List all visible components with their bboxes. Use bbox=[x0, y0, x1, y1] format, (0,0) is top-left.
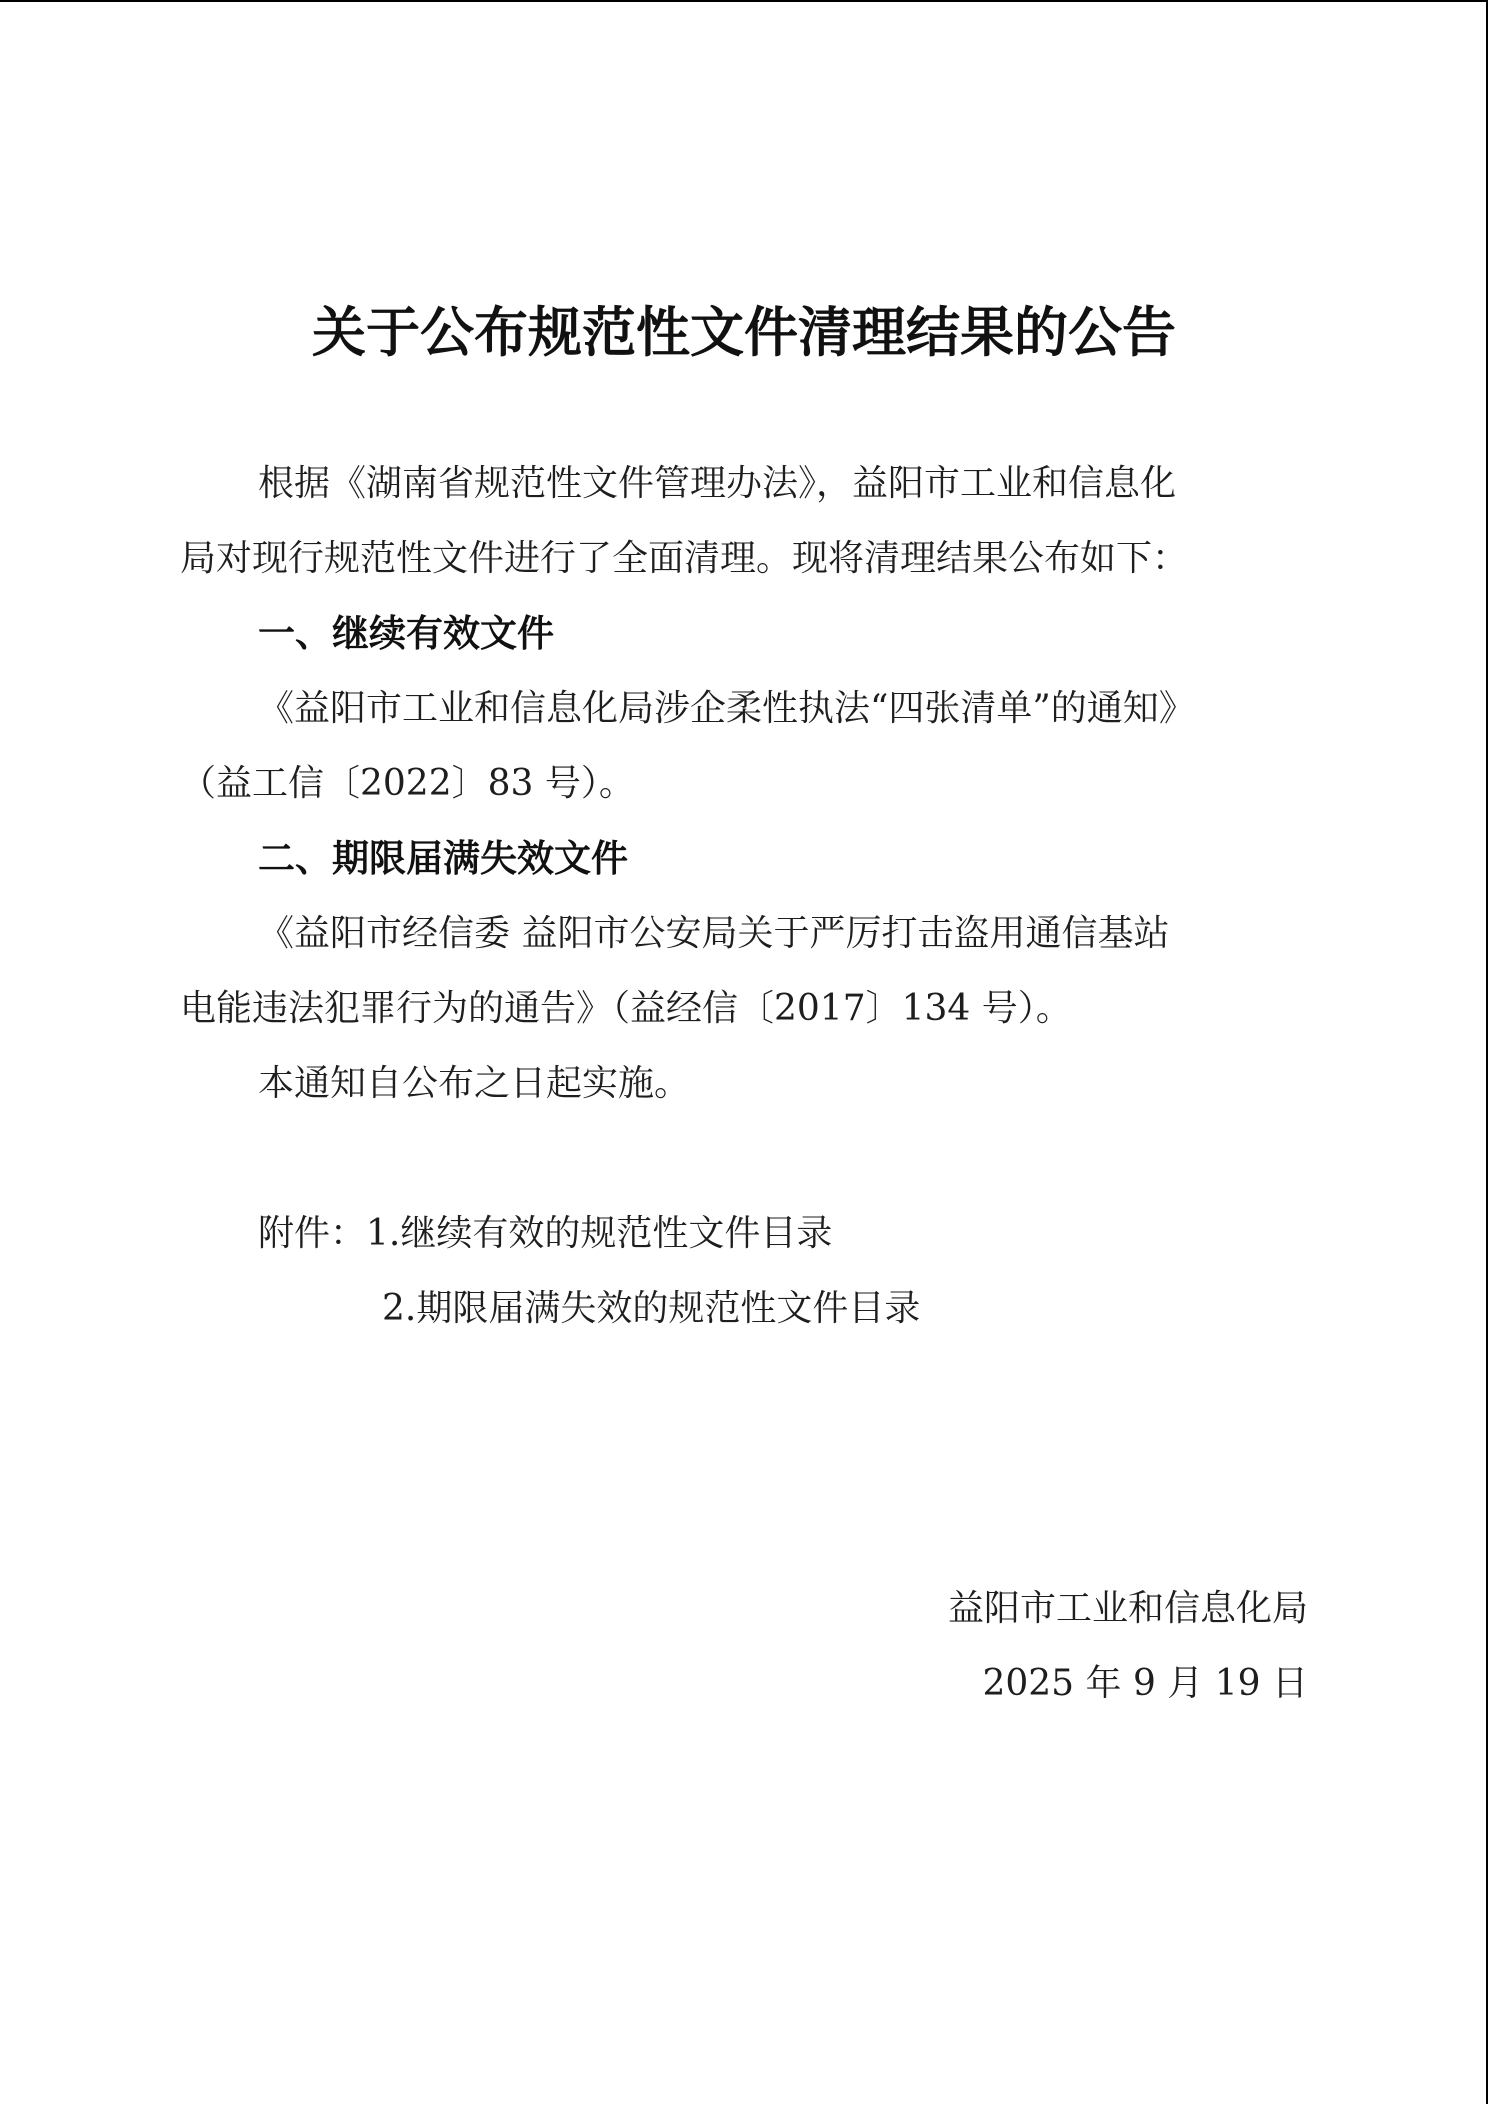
section-1-heading: 一、继续有效文件 bbox=[258, 612, 554, 655]
issuer-name: 益阳市工业和信息化局 bbox=[947, 1588, 1308, 1629]
section-1-line-2: （益工信〔2022〕83 号）。 bbox=[180, 763, 635, 804]
effective-note: 本通知自公布之日起实施。 bbox=[258, 1063, 691, 1104]
document-title: 关于公布规范性文件清理结果的公告 bbox=[312, 300, 1176, 364]
attachment-line-2: 2.期限届满失效的规范性文件目录 bbox=[382, 1288, 921, 1329]
attachment-line-1: 附件：1.继续有效的规范性文件目录 bbox=[258, 1213, 833, 1254]
section-2-heading: 二、期限届满失效文件 bbox=[258, 837, 628, 880]
section-2-line-2: 电能违法犯罪行为的通告》（益经信〔2017〕134 号）。 bbox=[180, 988, 1072, 1029]
issue-date: 2025 年 9 月 19 日 bbox=[982, 1663, 1308, 1704]
page-border-top bbox=[0, 0, 1488, 2]
section-2-line-1: 《益阳市经信委 益阳市公安局关于严厉打击盗用通信基站 bbox=[258, 913, 1170, 954]
intro-line-1: 根据《湖南省规范性文件管理办法》，益阳市工业和信息化 bbox=[258, 463, 1177, 504]
intro-line-2: 局对现行规范性文件进行了全面清理。现将清理结果公布如下： bbox=[180, 538, 1189, 579]
section-1-line-1: 《益阳市工业和信息化局涉企柔性执法“四张清单”的通知》 bbox=[258, 688, 1195, 729]
